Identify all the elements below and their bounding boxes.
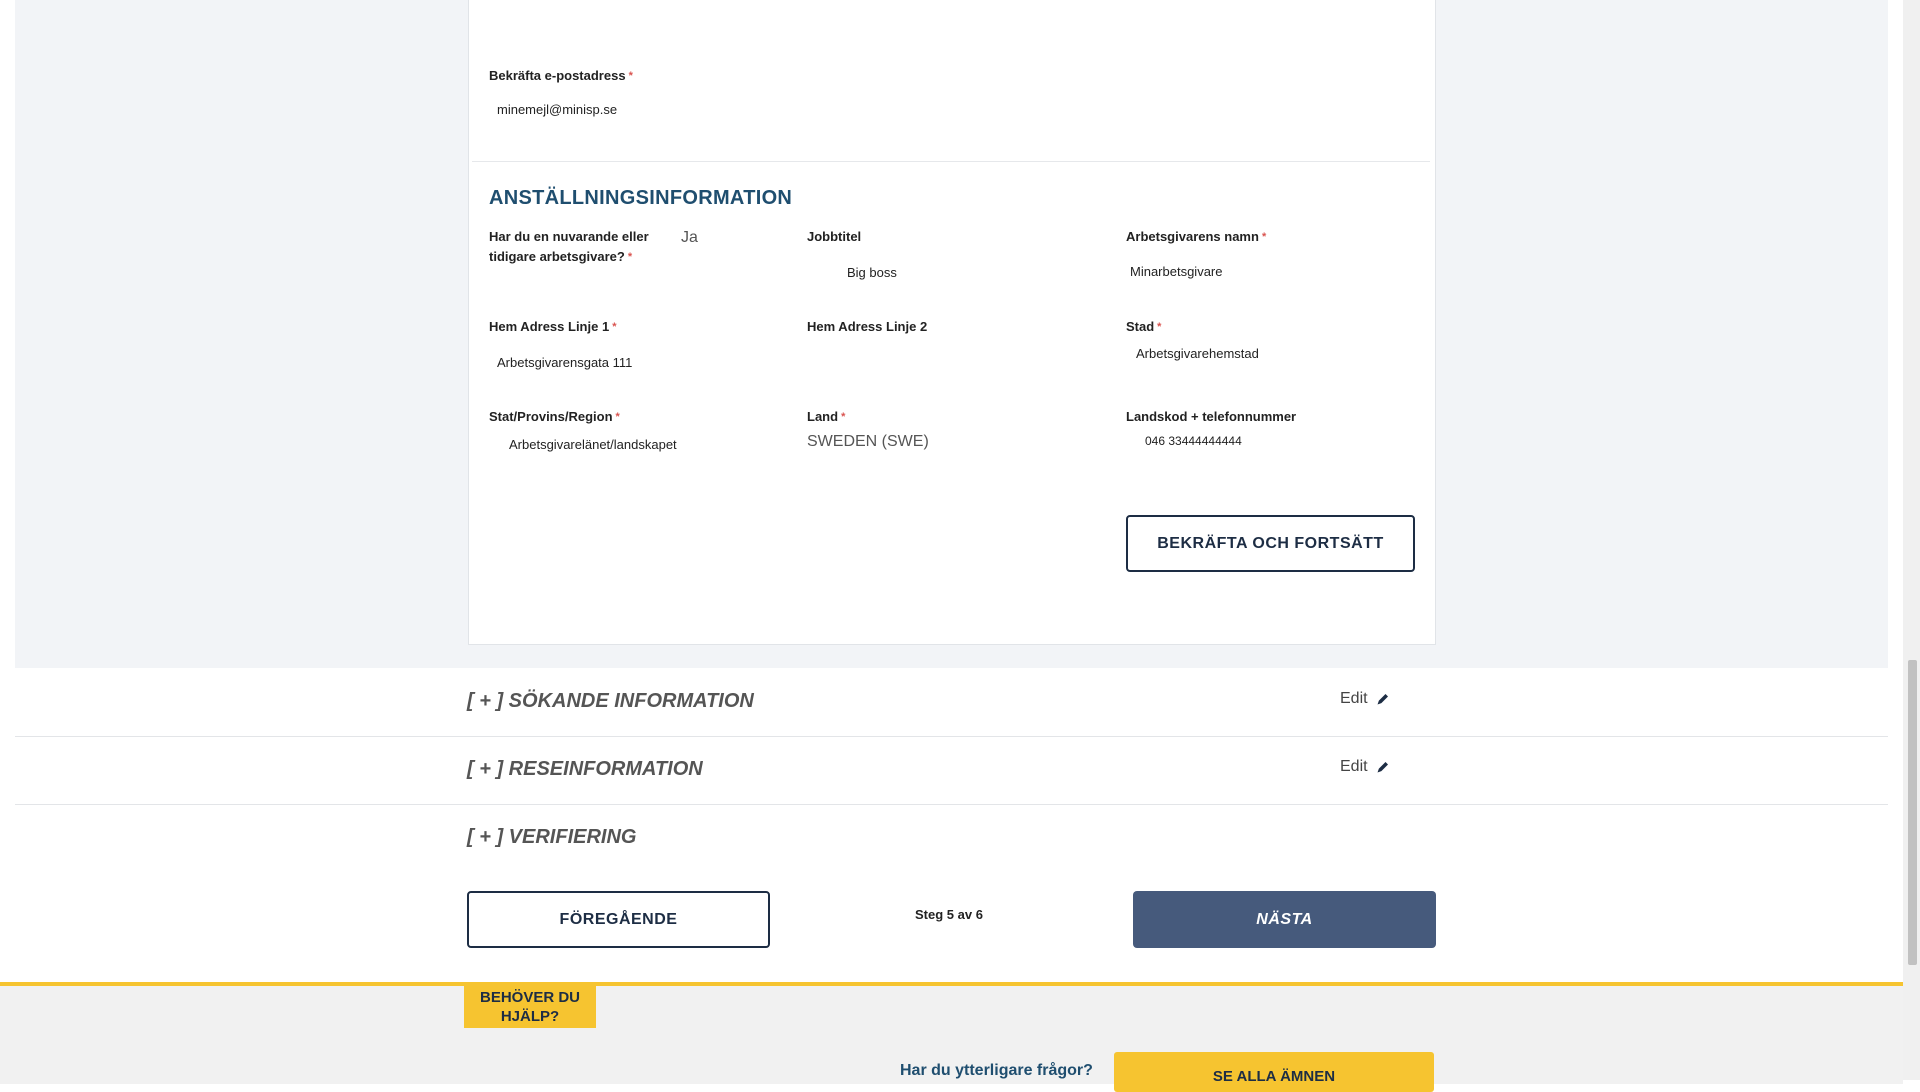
address1-label-text: Hem Adress Linje 1 [489, 319, 610, 334]
edit-label[interactable]: Edit [1340, 758, 1368, 775]
page-scrollbar[interactable] [1903, 0, 1920, 1080]
accordion-title[interactable]: [ + ] RESEINFORMATION [467, 758, 703, 780]
accordion-applicant-info[interactable] [15, 668, 1888, 737]
phone-value[interactable]: 046 33444444444 [1145, 434, 1242, 448]
confirm-continue-button[interactable]: BEKRÄFTA OCH FORTSÄTT [1126, 515, 1415, 572]
employer-name-label-text: Arbetsgivarens namn [1126, 229, 1259, 244]
required-marker: * [615, 411, 620, 423]
phone-label: Landskod + telefonnummer [1126, 409, 1297, 424]
address1-value[interactable]: Arbetsgivarensgata 111 [497, 355, 633, 370]
employer-name-label [1126, 227, 1266, 247]
next-button[interactable]: NÄSTA [1133, 891, 1436, 948]
help-footer [0, 982, 1903, 1084]
required-marker: * [628, 70, 633, 82]
required-marker: * [841, 411, 846, 423]
employer-name-value[interactable]: Minarbetsgivare [1130, 264, 1223, 279]
required-marker: * [612, 321, 617, 333]
region-value[interactable]: Arbetsgivarelänet/landskapet [509, 437, 677, 452]
step-indicator: Steg 5 av 6 [915, 907, 983, 922]
confirm-email-value[interactable]: minemejl@minisp.se [497, 102, 618, 117]
has-employer-label-text: Har du en nuvarande eller tidigare arbetsgivare? [489, 229, 649, 264]
region-label [489, 407, 620, 427]
section-divider [472, 161, 1430, 162]
edit-label[interactable]: Edit [1340, 690, 1368, 707]
scrollbar-thumb[interactable] [1908, 660, 1917, 965]
city-label-text: Stad [1126, 319, 1155, 334]
address1-label [489, 317, 616, 337]
address2-value[interactable] [807, 355, 1057, 373]
has-employer-label [489, 227, 669, 267]
required-marker: * [627, 251, 633, 263]
pencil-icon[interactable] [1376, 692, 1390, 706]
accordion-title[interactable]: [ + ] SÖKANDE INFORMATION [467, 690, 754, 712]
accordion-verification[interactable] [15, 804, 1888, 872]
employment-section-title: ANSTÄLLNINGSINFORMATION [489, 187, 793, 209]
previous-button[interactable]: FÖREGÅENDE [467, 891, 770, 948]
country-value[interactable]: SWEDEN (SWE) [807, 433, 929, 450]
job-title-value[interactable]: Big boss [847, 265, 897, 280]
city-label [1126, 317, 1161, 337]
more-questions-text: Har du ytterligare frågor? [900, 1062, 1093, 1079]
edit-link[interactable] [1340, 758, 1390, 776]
city-value[interactable]: Arbetsgivarehemstad [1136, 346, 1259, 361]
country-label-text: Land [807, 409, 839, 424]
required-marker: * [1261, 231, 1267, 243]
pencil-icon[interactable] [1376, 760, 1390, 774]
help-tag: BEHÖVER DU HJÄLP? [464, 986, 596, 1028]
country-label [807, 407, 845, 427]
region-label-text: Stat/Provins/Region [489, 409, 613, 424]
address2-label: Hem Adress Linje 2 [807, 319, 928, 334]
see-all-topics-button[interactable]: SE ALLA ÄMNEN [1114, 1052, 1434, 1092]
required-marker: * [1157, 321, 1162, 333]
confirm-email-label-text: Bekräfta e-postadress [489, 68, 626, 83]
confirm-email-label [489, 66, 633, 86]
has-employer-value[interactable]: Ja [681, 229, 698, 246]
accordion-title[interactable]: [ + ] VERIFIERING [467, 826, 637, 848]
edit-link[interactable] [1340, 690, 1390, 708]
accordion-travel-info[interactable] [15, 736, 1888, 805]
job-title-label: Jobbtitel [807, 229, 862, 244]
